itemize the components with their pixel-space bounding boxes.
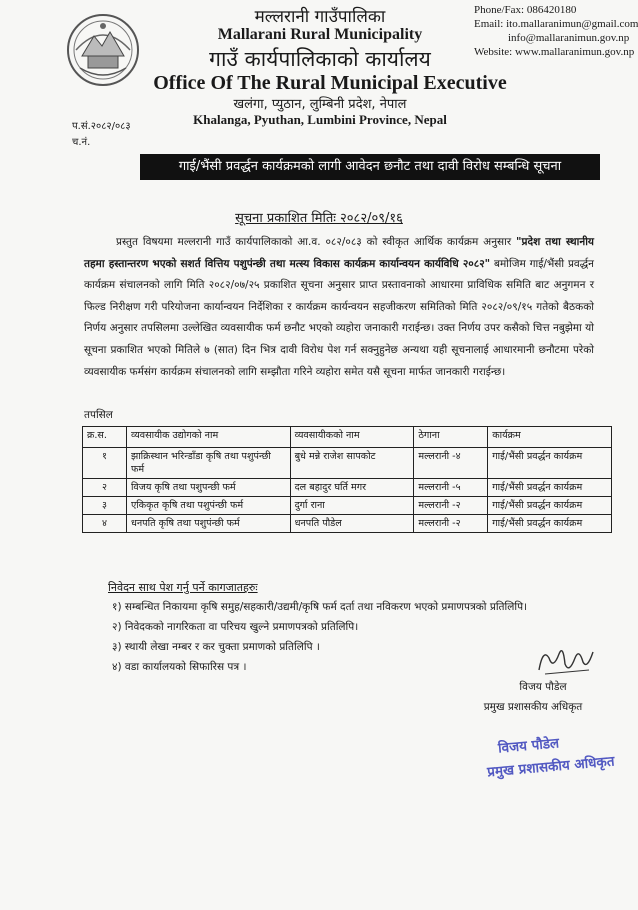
cell-serial: १ — [83, 448, 127, 479]
letter-number: प.सं.२०८२/०८३ — [72, 121, 131, 132]
cell-address: मल्लरानी -२ — [414, 497, 488, 515]
contact-email-secondary[interactable]: info@mallaranimun.gov.np — [508, 32, 630, 44]
cell-program: गाई/भैंसी प्रवर्द्धन कार्यक्रम — [488, 479, 612, 497]
body-rest: बमोजिम गाई/भैंसी प्रवर्द्धन कार्यक्रम संचालनको लागि मिति २०८२/०७/२५ प्रकाशित सूचना अनुसार प्राप्त प्रस्तावनाको आधारमा प्राविधिक समिति बाट अनुगमन र फिल्ड निरीक्षण गरी परियोजना कार्यान्वयन निर्देशिका र कार्यक्रम कार्यन्वयन सहजीकरण समितिको मिति २०८२/०९/१५ गतेको बैठकको निर्णय अनुसार तपसिलमा उल्लेखित व्यवसायीक फर्म छनौट भएको व्यहोरा जनाकारी गराईन्छ। उक्त निर्णय उपर कसैको चित्त नबुझेमा यो सूचना प्रकाशित भएको मितिले ७ (सात) दिन भित्र दावी विरोध पेश गर्न सक्नुहुनेछ अन्यथा यही सूचनालाई आधारमानी छनौटमा परेको व्यवसायीक फर्मसंग कार्यक्रम संचालनको लागि सम्झौता गरिने व्यहोरा समेत यसै सूचना मार्फत जानकारी गराईन्छ। — [84, 257, 594, 378]
required-documents-title: निवेदन साथ पेश गर्नु पर्ने कागजातहरुः — [108, 581, 258, 594]
stamp-title: प्रमुख प्रशासकीय अधिकृत — [486, 753, 616, 781]
cell-address: मल्लरानी -२ — [414, 515, 488, 533]
schedule-label: तपसिल — [84, 409, 113, 421]
body-intro: प्रस्तुत विषयमा मल्लरानी गाउँ कार्यपालिकाको आ.व. ०८२/०८३ को स्वीकृत आर्थिक कार्यक्रम अनुसार — [116, 236, 517, 248]
cell-owner: धनपति पौडेल — [290, 515, 414, 533]
dispatch-number: च.नं. — [72, 137, 91, 148]
selected-firms-table — [82, 426, 612, 533]
cell-address: मल्लरानी -४ — [414, 448, 488, 479]
cell-firm: विजय कृषि तथा पशुपन्छी फर्म — [126, 479, 290, 497]
publish-date: सूचना प्रकाशित मितिः २०८२/०९/१६ — [235, 211, 403, 226]
office-name-en: Office Of The Rural Municipal Executive — [153, 72, 507, 94]
document-item: २) निवेदकको नागरिकता वा परिचय खुल्ने प्रमाणपत्रको प्रतिलिपि। — [112, 621, 359, 633]
table-row — [83, 497, 612, 515]
cell-owner: दुर्गा राना — [290, 497, 414, 515]
cell-firm: धनपति कृषि तथा पशुपंन्छी फर्म — [126, 515, 290, 533]
cell-program: गाई/भैंसी प्रवर्द्धन कार्यक्रम — [488, 448, 612, 479]
cell-firm: झाक्रिस्थान भरिन्डाँडा कृषि तथा पशुपंन्छी फर्म — [126, 448, 290, 479]
address-en: Khalanga, Pyuthan, Lumbini Province, Nepal — [193, 112, 447, 127]
signatory-name: विजय पौडेल — [519, 681, 567, 693]
contact-phone: Phone/Fax: 086420180 — [474, 4, 577, 16]
contact-website[interactable]: Website: www.mallaranimun.gov.np — [474, 46, 635, 58]
document-item: १) सम्बन्धित निकायमा कृषि समुह/सहकारी/उद्यमी/कृषि फर्म दर्ता तथा नविकरण भएको प्रमाणपत्रको प्रतिलिपि। — [112, 601, 528, 613]
cell-program: गाई/भैंसी प्रवर्द्धन कार्यक्रम — [488, 515, 612, 533]
contact-email[interactable]: Email: ito.mallaranimun@gmail.com — [474, 18, 638, 30]
municipality-name-np: मल्लरानी गाउँपालिका — [254, 7, 386, 27]
office-name-np: गाउँ कार्यपालिकाको कार्यालय — [209, 47, 431, 71]
cell-address: मल्लरानी -५ — [414, 479, 488, 497]
cell-owner: दल बहादुर घर्ति मगर — [290, 479, 414, 497]
cell-serial: २ — [83, 479, 127, 497]
signatory-title: प्रमुख प्रशासकीय अधिकृत — [483, 701, 583, 713]
table-row — [83, 515, 612, 533]
table-row — [83, 479, 612, 497]
cell-serial: ३ — [83, 497, 127, 515]
cell-owner: बुधे मन्ने राजेश सापकोट — [290, 448, 414, 479]
table-header-row — [83, 427, 612, 448]
address-np: खलंगा, प्युठान, लुम्बिनी प्रदेश, नेपाल — [233, 97, 407, 112]
cell-program: गाई/भैंसी प्रवर्द्धन कार्यक्रम — [488, 497, 612, 515]
stamp-name: विजय पौडेल — [497, 735, 560, 757]
col-header-program: कार्यक्रम — [488, 427, 612, 448]
notice-subject-banner: गाई/भैंसी प्रवर्द्धन कार्यक्रमको लागी आवेदन छनौट तथा दावी विरोध सम्बन्धि सूचना — [140, 154, 600, 180]
col-header-firm: व्यवसायीक उद्योगको नाम — [126, 427, 290, 448]
col-header-address: ठेगाना — [414, 427, 488, 448]
cell-firm: एकिकृत कृषि तथा पशुपंन्छी फर्म — [126, 497, 290, 515]
municipality-name-en: Mallarani Rural Municipality — [217, 26, 423, 43]
col-header-serial: क्र.स. — [83, 427, 127, 448]
document-item: ३) स्थायी लेखा नम्बर र कर चुक्ता प्रमाणको प्रतिलिपि । — [112, 641, 320, 653]
signature-icon — [535, 640, 597, 680]
document-item: ४) वडा कार्यालयको सिफारिस पत्र । — [112, 661, 247, 673]
cell-serial: ४ — [83, 515, 127, 533]
notice-body — [84, 232, 594, 383]
body-highlight: "प्रदेश तथा स्थानीय तहमा हस्तान्तरण भएको सशर्त वित्तिय पशुपंन्छी तथा मत्स्य विकास कार्यक्रम कार्यान्वयन कार्यविधि २०८२" — [84, 236, 595, 270]
table-row — [83, 448, 612, 479]
col-header-owner: व्यवसायीकको नाम — [290, 427, 414, 448]
